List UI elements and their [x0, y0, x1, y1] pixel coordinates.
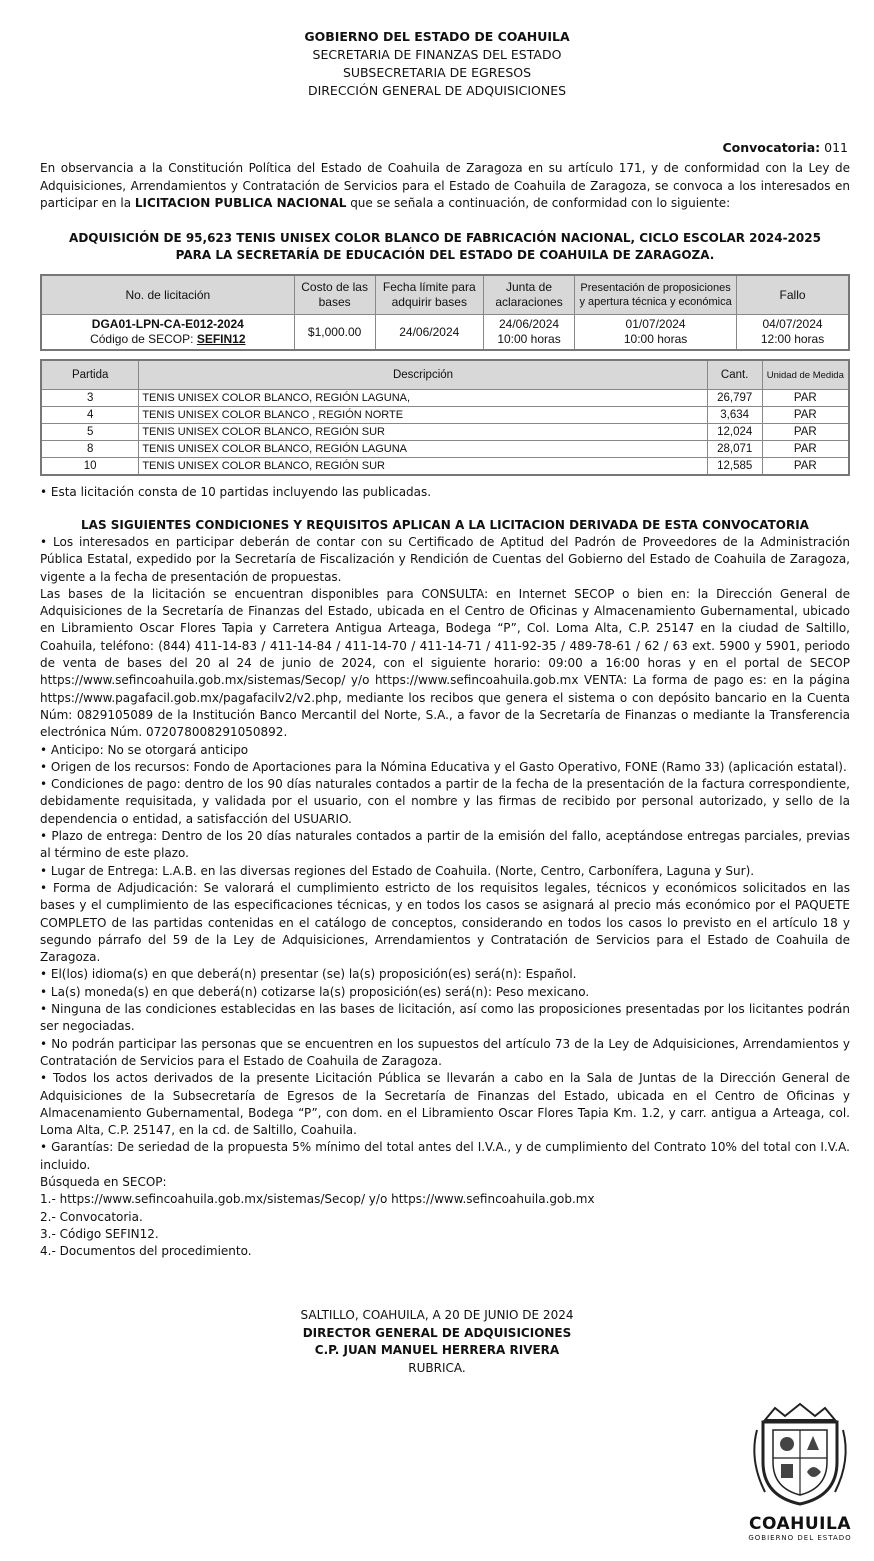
unidad-cell: PAR: [762, 424, 849, 441]
items-table-header: [41, 360, 849, 390]
signer-title: DIRECTOR GENERAL DE ADQUISICIONES: [302, 1325, 572, 1340]
th-junta: Junta de aclaraciones: [483, 275, 574, 315]
junta-date: 24/06/2024: [498, 317, 560, 331]
condition-item: Búsqueda en SECOP:: [40, 1174, 167, 1189]
th-unidad: Unidad de Medida: [762, 360, 849, 390]
present-date: 01/07/2024: [625, 317, 686, 331]
condition-item: • Los interesados en participar deberán de contar con su Certificado de Aptitud del Padrón de Proveedores de la Administración Pública Estatal, expedido por la Secretaría de Fiscalización y Rendición de Cuentas del Gobierno del Estado de Coahuila de Zaragoza, vigente a la fecha de presentación de propuestas.: [40, 535, 850, 584]
descripcion-cell: TENIS UNISEX COLOR BLANCO, REGIÓN LAGUNA,: [139, 390, 707, 407]
unidad-cell: PAR: [762, 458, 849, 476]
logo-brand: COAHUILA: [749, 1514, 851, 1534]
condition-item: • Condiciones de pago: dentro de los 90 días naturales contados a partir de la fecha de la presentación de la factura correspondiente, debidamente requisitada, y validada por el usuario, con el nombre y las firmas de recibido por personal autorizado, y sello de la dependencia o entidad, a satisfacción del USUARIO.: [40, 777, 850, 826]
subject-line-1: ADQUISICIÓN DE 95,623 TENIS UNISEX COLOR BLANCO DE FABRICACIÓN NACIONAL, CICLO ESCOLAR 2024-2025: [69, 231, 821, 245]
conditions-title: LAS SIGUIENTES CONDICIONES Y REQUISITOS APLICAN A LA LICITACION DERIVADA DE ESTA CONVOCATORIA: [81, 518, 809, 532]
unidad-cell: PAR: [762, 407, 849, 424]
td-costo: $1,000.00: [294, 315, 375, 351]
condition-item: • El(los) idioma(s) en que deberá(n) presentar (se) la(s) proposición(es) será(n): Español.: [40, 967, 577, 982]
intro-text-1: En observancia a la Constitución Política del Estado de Coahuila de Zaragoza en su artículo 171, y de conformidad con la Ley de Adquisiciones, Arrendamientos y Contratación de Servicios para el Estado de Coahuila de Zaragoza, se convoca a los interesados en participar en la: [40, 161, 850, 210]
junta-time: 10:00 horas: [497, 332, 561, 346]
condition-item: 3.- Código SEFIN12.: [40, 1226, 159, 1241]
condition-item: • Forma de Adjudicación: Se valorará el cumplimiento estricto de los requisitos legales, técnicos y económicos solicitados en las bases y el cumplimiento de las especificaciones técnicas, y en todos los casos se asignará al precio más económico por el PAQUETE COMPLETO de las partidas contenidas en el catálogo de conceptos, considerando en todos los casos lo previsto en el artículo 18 y segundo párrafo del 59 de la Ley de Adquisiciones, Arrendamientos y Contratación de Servicios para el Estado de Coahuila de Zaragoza.: [40, 880, 850, 965]
condition-item: • No podrán participar las personas que se encuentren en los supuestos del artículo 73 de la Ley de Adquisiciones, Arrendamientos y Contratación de Servicios para el Estado de Coahuila de Zaragoza.: [40, 1036, 850, 1068]
table-row: [41, 424, 849, 441]
convocatoria-value: 011: [824, 140, 848, 155]
cantidad-cell: 3,634: [707, 407, 762, 424]
header: [0, 28, 874, 100]
unidad-cell: PAR: [762, 441, 849, 458]
partida-cell: 3: [41, 390, 139, 407]
partida-cell: 10: [41, 458, 139, 476]
condition-item: • Garantías: De seriedad de la propuesta 5% mínimo del total antes del I.V.A., y de cumplimiento del Contrato 10% del total con I.V.A. incluido.: [40, 1140, 850, 1172]
convocatoria-label: Convocatoria:: [722, 140, 821, 155]
condition-item: • Lugar de Entrega: L.A.B. en las diversas regiones del Estado de Coahuila. (Norte, Centro, Carbonífera, Laguna y Sur).: [40, 863, 755, 878]
secop-code: SEFIN12: [196, 332, 246, 346]
th-descripcion: Descripción: [139, 360, 707, 390]
condition-item: • Origen de los recursos: Fondo de Aportaciones para la Nómina Educativa y el Gasto Operativo, FONE (Ramo 33) (aplicación estatal).: [40, 759, 847, 774]
tender-table: [40, 274, 850, 351]
subject-title: [30, 230, 860, 264]
header-line-1: GOBIERNO DEL ESTADO DE COAHUILA: [304, 29, 570, 44]
header-line-4: DIRECCIÓN GENERAL DE ADQUISICIONES: [307, 83, 567, 98]
coahuila-seal-icon: [745, 1400, 855, 1508]
signature-block: [0, 1307, 874, 1377]
header-line-2: SECRETARIA DE FINANZAS DEL ESTADO: [312, 47, 562, 62]
partida-cell: 4: [41, 407, 139, 424]
th-partida: Partida: [41, 360, 139, 390]
secop-label: Código de SECOP:: [90, 332, 194, 346]
descripcion-cell: TENIS UNISEX COLOR BLANCO, REGIÓN LAGUNA: [139, 441, 707, 458]
tender-number: DGA01-LPN-CA-E012-2024: [91, 317, 244, 331]
th-fecha-limite: Fecha límite para adquirir bases: [375, 275, 483, 315]
td-junta: [483, 315, 574, 351]
convocatoria-number: [722, 140, 848, 155]
condition-item: 1.- https://www.sefincoahuila.gob.mx/sistemas/Secop/ y/o https://www.sefincoahuila.gob.mx: [40, 1192, 595, 1207]
unidad-cell: PAR: [762, 390, 849, 407]
td-presentacion: [575, 315, 737, 351]
partida-cell: 5: [41, 424, 139, 441]
condition-item: 2.- Convocatoria.: [40, 1209, 143, 1224]
th-presentacion: Presentación de proposiciones y apertura técnica y económica: [575, 275, 737, 315]
intro-paragraph: [40, 160, 850, 213]
th-cantidad: Cant.: [707, 360, 762, 390]
cantidad-cell: 12,585: [707, 458, 762, 476]
cantidad-cell: 28,071: [707, 441, 762, 458]
header-line-3: SUBSECRETARIA DE EGRESOS: [342, 65, 532, 80]
present-time: 10:00 horas: [623, 332, 688, 346]
signer-name: C.P. JUAN MANUEL HERRERA RIVERA: [314, 1343, 560, 1357]
intro-text-2: que se señala a continuación, de conformidad con lo siguiente:: [346, 196, 731, 210]
place-date: SALTILLO, COAHUILA, A 20 DE JUNIO DE 2024: [300, 1308, 574, 1322]
partida-cell: 8: [41, 441, 139, 458]
td-licitacion: [41, 315, 294, 351]
th-costo: Costo de las bases: [294, 275, 375, 315]
fallo-date: 04/07/2024: [762, 317, 823, 331]
condition-item: 4.- Documentos del procedimiento.: [40, 1244, 252, 1259]
intro-bold: LICITACION PUBLICA NACIONAL: [134, 196, 347, 210]
td-fecha-limite: 24/06/2024: [375, 315, 483, 351]
condition-item: • La(s) moneda(s) en que deberá(n) cotizarse la(s) proposición(es) será(n): Peso mexicano.: [40, 984, 590, 999]
descripcion-cell: TENIS UNISEX COLOR BLANCO, REGIÓN SUR: [139, 458, 707, 476]
logo-subtitle: GOBIERNO DEL ESTADO: [748, 1534, 852, 1542]
condition-item: • Plazo de entrega: Dentro de los 20 días naturales contados a partir de la emisión del fallo, aceptándose entregas parciales, previas al término de este plazo.: [40, 829, 850, 861]
condition-item: Las bases de la licitación se encuentran disponibles para CONSULTA: en Internet SECOP o bien en: la Dirección General de Adquisiciones de la Secretaría de Finanzas del Estado, ubicada en el Centro de Oficinas y Almacenamiento Gubernamental, ubicado en Libramiento Oscar Flores Tapia y Carretera Antigua Arteaga, Bodega “P”, Col. Loma Alta, C.P. 25147 en la ciudad de Saltillo, Coahuila, teléfono: (844) 411-14-83 / 411-14-84 / 411-14-70 / 411-14-71 / 411-92-35 / 489-78-61 / 62 / 63 ext. 5900 y 5901, periodo de venta de bases del 20 al 24 de junio de 2024, con el siguiente horario: 09:00 a 16:00 horas y en el portal de SECOP https://www.sefincoahuila.gob.mx/sistemas/Secop/ y/o https://www.sefincoahuila.gob.mx VENTA: La forma de pago es: en la página https://www.pagafacil.gob.mx/pagafacilv2/v2.php, mediante los recibos que genera el sistema o con depósito bancario en la Cuenta Núm: 0829105089 de la Institución Banco Mercantil del Norte, S.A., a favor de la Secretaría de Finanzas o mediante la Transferencia electrónica Núm. 072078008291050892.: [40, 586, 850, 740]
condition-item: • Anticipo: No se otorgará anticipo: [40, 742, 249, 757]
table-row: [41, 458, 849, 476]
tender-table-header: [41, 275, 849, 315]
condition-item: • Todos los actos derivados de la presente Licitación Pública se llevarán a cabo en la Sala de Juntas de la Dirección General de Adquisiciones de la Subsecretaría de Egresos de la Secretaría de Finanzas del Estado, ubicada en el Centro de Oficinas y Almacenamiento Gubernamental, Bodega “P”, con dom. en el Libramiento Oscar Flores Tapia Km. 1.2, y carr. antigua a Arteaga, col. Loma Alta, C.P. 25147, en la cd. de Saltillo, Coahuila.: [40, 1071, 850, 1138]
td-fallo: [737, 315, 849, 351]
cantidad-cell: 12,024: [707, 424, 762, 441]
condition-item: • Ninguna de las condiciones establecidas en las bases de licitación, así como las proposiciones presentadas por los licitantes podrán ser negociadas.: [40, 1002, 850, 1034]
table-row: [41, 441, 849, 458]
coahuila-logo: [735, 1400, 865, 1542]
table-row: [41, 390, 849, 407]
th-licitacion: No. de licitación: [41, 275, 294, 315]
cantidad-cell: 26,797: [707, 390, 762, 407]
table-row: [41, 407, 849, 424]
descripcion-cell: TENIS UNISEX COLOR BLANCO, REGIÓN SUR: [139, 424, 707, 441]
rubrica: RUBRICA.: [408, 1360, 466, 1375]
tender-table-row: [41, 315, 849, 351]
partidas-note: • Esta licitación consta de 10 partidas incluyendo las publicadas.: [40, 485, 432, 499]
descripcion-cell: TENIS UNISEX COLOR BLANCO , REGIÓN NORTE: [139, 407, 707, 424]
conditions-list: [40, 534, 850, 1260]
fallo-time: 12:00 horas: [760, 332, 825, 346]
th-fallo: Fallo: [737, 275, 849, 315]
subject-line-2: PARA LA SECRETARÍA DE EDUCACIÓN DEL ESTADO DE COAHUILA DE ZARAGOZA.: [175, 248, 715, 262]
items-table: [40, 359, 850, 476]
